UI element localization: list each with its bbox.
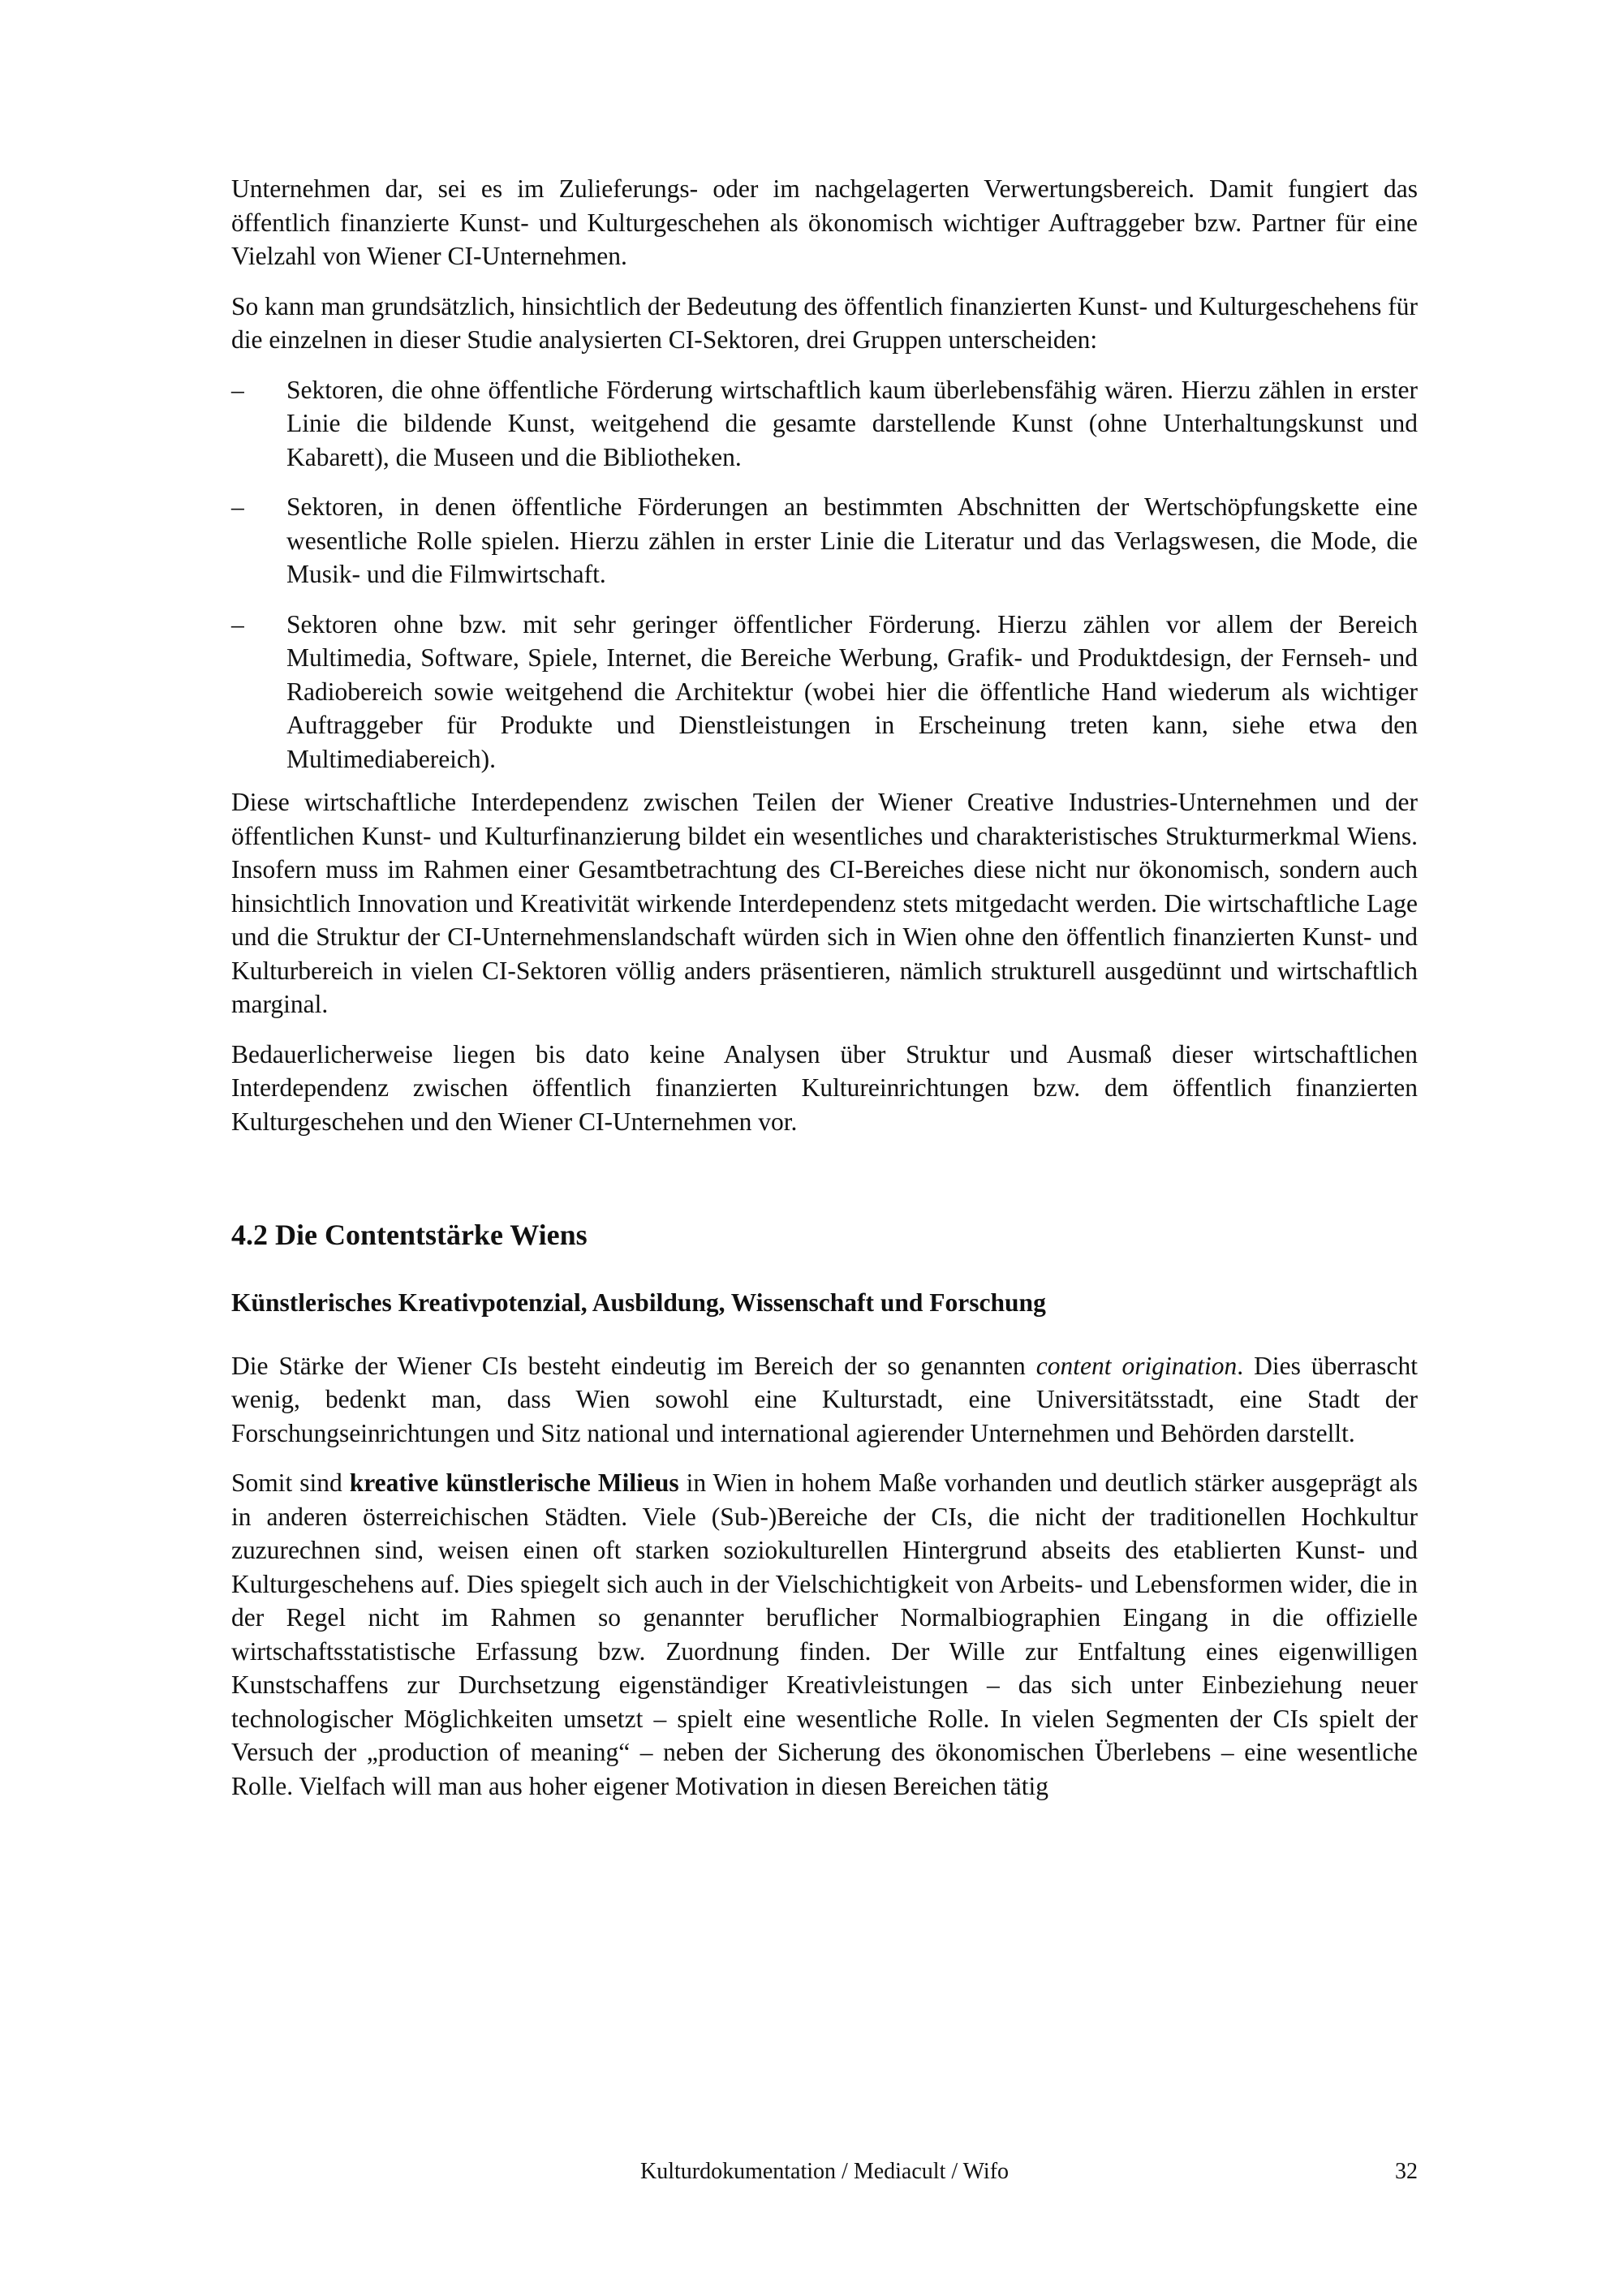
- emphasis-term: content origination: [1035, 1351, 1238, 1380]
- list-item: [231, 490, 1418, 591]
- list-item-text: Sektoren, die ohne öffentliche Förderung wirtschaftlich kaum überlebensfähig wären. Hierzu zählen in erster Linie die bildende Kunst, weitgehend die gesamte darstellende Kunst (ohne Unterhaltungskunst und Kabarett), die Museen und die Bibliotheken.: [286, 375, 1418, 471]
- page-footer: [231, 2156, 1418, 2188]
- dash-bullet: –: [231, 375, 244, 404]
- paragraph-analyses: Bedauerlicherweise liegen bis dato keine Analysen über Struktur und Ausmaß dieser wirtschaftlichen Interdependenz zwischen öffentlich finanzierten Kultureinrichtungen bzw. dem öffentlich finanzierten Kulturgeschehen und den Wiener CI-Unternehmen vor.: [231, 1039, 1418, 1136]
- dash-bullet: –: [231, 609, 244, 638]
- sector-group-list: [231, 373, 1418, 776]
- paragraph-text: Somit sind: [231, 1468, 350, 1497]
- paragraph-text: in Wien in hohem Maße vorhanden und deutlich stärker ausgeprägt als in anderen österreichischen Städten. Viele (Sub-)Bereiche der CIs, die nicht der traditionellen Hochkultur zuzurechnen sind, weisen einen oft starken soziokulturellen Hintergrund abseits des etablierten Kunst- und Kulturgeschehens auf. Dies spiegelt sich auch in der Vielschichtigkeit von Arbeits- und Lebensformen wider, die in der Regel nicht im Rahmen so genannter beruflicher Normalbiographien Eingang in die offizielle wirtschaftsstatistische Erfassung bzw. Zuordnung finden. Der Wille zur Entfaltung eines eigenwilligen Kunstschaffens zur Durchsetzung eigenständiger Kreativleistungen – das sich unter Einbeziehung neuer technologischer Möglichkeiten umsetzt – spielt eine wesentliche Rolle. In vielen Segmenten der CIs spielt der Versuch der „production of meaning“ – neben der Sicherung des ökonomischen Überlebens – eine wesentliche Rolle. Vielfach will man aus hoher eigener Motivation in diesen Bereichen tätig: [231, 1468, 1419, 1800]
- paragraph-intro: Unternehmen dar, sei es im Zulieferungs- oder im nachgelagerten Verwertungsbereich. Damit fungiert das öffentlich finanzierte Kunst- und Kulturgeschehen als ökonomisch wichtiger Auftraggeber bzw. Partner für eine Vielzahl von Wiener CI-Unternehmen.: [231, 174, 1418, 270]
- list-item-text: Sektoren, in denen öffentliche Förderungen an bestimmten Abschnitten der Wertschöpfungskette eine wesentliche Rolle spielen. Hierzu zählen in erster Linie die Literatur und das Verlagswesen, die Mode, die Musik- und die Filmwirtschaft.: [286, 492, 1418, 588]
- list-item: [231, 608, 1418, 776]
- paragraph-groups: So kann man grundsätzlich, hinsichtlich der Bedeutung des öffentlich finanzierten Kunst- und Kulturgeschehens für die einzelnen in dieser Studie analysierten CI-Sektoren, drei Gruppen unterscheiden:: [231, 291, 1418, 354]
- paragraph-content-origination: [231, 1349, 1418, 1451]
- footer-source: Kulturdokumentation / Mediacult / Wifo: [639, 2159, 1010, 2184]
- list-item-text: Sektoren ohne bzw. mit sehr geringer öffentlicher Förderung. Hierzu zählen vor allem der Bereich Multimedia, Software, Spiele, Internet, die Bereiche Werbung, Grafik- und Produktdesign, der Fernseh- und Radiobereich sowie weitgehend die Architektur (wobei hier die öffentliche Hand wiederum als wichtiger Auftraggeber für Produkte und Dienstleistungen in Erscheinung treten kann, siehe etwa den Multimediabereich).: [286, 609, 1418, 773]
- list-item: [231, 373, 1418, 475]
- paragraph-text: Die Stärke der Wiener CIs besteht eindeutig im Bereich der so genannten: [231, 1351, 1036, 1380]
- paragraph-interdependence: Diese wirtschaftliche Interdependenz zwischen Teilen der Wiener Creative Industries-Unternehmen und der öffentlichen Kunst- und Kulturfinanzierung bildet ein wesentliches und charakteristisches Strukturmerkmal Wiens. Insofern muss im Rahmen einer Gesamtbetrachtung des CI-Bereiches diese nicht nur ökonomisch, sondern auch hinsichtlich Innovation und Kreativität wirkende Interdependenz stets mitgedacht werden. Die wirtschaftliche Lage und die Struktur der CI-Unternehmenslandschaft würden sich in Wien ohne den öffentlich finanzierten Kunst- und Kulturbereich in vielen CI-Sektoren völlig anders präsentieren, nämlich strukturell ausgedünnt und wirtschaftlich marginal.: [231, 788, 1418, 1018]
- section-heading: 4.2 Die Contentstärke Wiens: [231, 1219, 588, 1251]
- dash-bullet: –: [231, 492, 244, 521]
- paragraph-text: . Dies überrascht wenig, bedenkt man, dass Wien sowohl eine Kulturstadt, eine Universitätsstadt, eine Stadt der Forschungseinrichtungen und Sitz national und international agierender Unternehmen und Behörden darstellt.: [231, 1351, 1418, 1447]
- document-page: [231, 172, 1418, 1803]
- paragraph-creative-milieus: [231, 1466, 1418, 1803]
- bold-term: kreative künstlerische Milieus: [349, 1468, 679, 1497]
- page-number: 32: [1395, 2159, 1418, 2184]
- section-subheading: Künstlerisches Kreativpotenzial, Ausbildung, Wissenschaft und Forschung: [231, 1288, 1046, 1317]
